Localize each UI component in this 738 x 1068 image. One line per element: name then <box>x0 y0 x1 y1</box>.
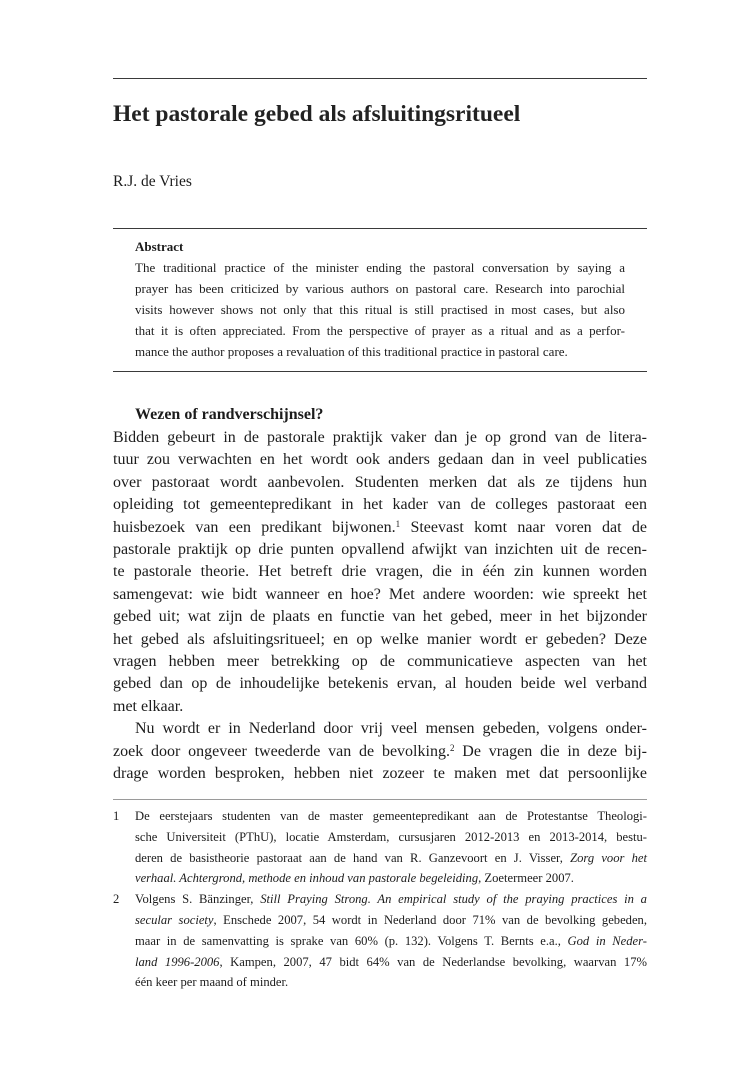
footnote <box>113 889 647 993</box>
body-line <box>113 741 647 763</box>
abstract-line: visits however shows not only that this ritual is still practised in most cases, but also <box>135 302 625 317</box>
article-title: Het pastorale gebed als afsluitingsritueel <box>113 101 521 127</box>
abstract-block <box>135 236 625 362</box>
abstract-top-rule <box>113 228 647 229</box>
body-line-text: zoek door ongeveer tweederde van de bevolking. <box>113 742 450 760</box>
body-line: te pastorale theorie. Het betreft drie vragen, die in één zin kunnen worden <box>113 563 647 581</box>
body-line: gebed uit; wat zijn de plaats en functie van het gebed, meer in het bijzonder <box>113 608 647 626</box>
footnote-text: deren de basistheorie pastoraat aan de hand van R. Ganzevoort en J. Visser, <box>135 850 571 865</box>
footnote-ref[interactable]: 1 <box>395 518 401 529</box>
footnote-number: 2 <box>113 892 120 907</box>
top-rule <box>113 78 647 79</box>
body-line: samengevat: wie bidt wanneer en hoe? Met andere woorden: wie spreekt het <box>113 585 647 603</box>
abstract-line: prayer has been criticized by various authors on pastoral care. Research into parochial <box>135 281 625 296</box>
body-line: Nu wordt er in Nederland door vrij veel mensen gebeden, volgens onder- <box>135 720 647 738</box>
footnote-line <box>135 952 647 973</box>
footnote-line <box>135 848 647 869</box>
footnote-line <box>135 910 647 931</box>
body-line: gebed dan op de inhoudelijke betekenis ervan, al houden beide wel verband <box>113 675 647 693</box>
footnote-italic: secular society <box>135 912 214 927</box>
footnote-line: één keer per maand of minder. <box>135 975 289 990</box>
footnote-italic: Still Praying Strong. An empirical study of the praying practices in a <box>260 892 647 907</box>
footnote-italic: verhaal. Achtergrond, methode en inhoud van pastorale begeleiding <box>135 871 479 886</box>
body-line: tuur zou verwachten en het wordt ook anders gedaan dan in veel publicaties <box>113 451 647 469</box>
body-line: Bidden gebeurt in de pastorale praktijk vaker dan je op grond van de litera- <box>113 429 647 446</box>
footnote-text: , Kampen, 2007, 47 bidt 64% van de Nederlandse bevolking, waarvan 17% <box>219 954 647 969</box>
footnote-text: , Enschede 2007, 54 wordt in Nederland door 71% van de bevolking gebeden, <box>213 912 648 927</box>
footnote-rule <box>113 799 647 800</box>
body-line-text: Steevast komt naar voren dat de <box>400 518 647 536</box>
body-line: opleiding tot gemeentepredikant in het kader van de colleges pastoraat een <box>113 496 647 514</box>
abstract-line: that it is often appreciated. From the perspective of prayer as a ritual and as a perfor- <box>135 323 625 338</box>
body-line <box>113 517 647 539</box>
body-line-text: De vragen die in deze bij- <box>454 742 648 760</box>
footnote-italic: land 1996-2006 <box>135 954 220 969</box>
footnote-italic: Zorg voor het <box>570 850 647 865</box>
abstract-line: The traditional practice of the minister ending the pastoral conversation by saying a <box>135 260 625 275</box>
footnote-italic: God in Neder- <box>567 933 647 948</box>
footnote <box>113 806 647 889</box>
footnote-ref[interactable]: 2 <box>449 742 455 753</box>
author-name: R.J. de Vries <box>113 173 192 190</box>
footnote-line <box>135 889 647 910</box>
body-line: pastorale praktijk op drie punten opvallend afwijkt van inzichten uit de recen- <box>113 541 647 559</box>
body-line: drage worden besproken, hebben niet zozeer te maken met dat persoonlijke <box>113 765 647 783</box>
footnote-text: Volgens S. Bänzinger, <box>135 892 261 907</box>
footnote-line: sche Universiteit (PThU), locatie Amsterdam, cursusjaren 2012-2013 en 2013-2014, bestu- <box>135 829 647 844</box>
body-line: het gebed als afsluitingsritueel; en op welke manier wordt er gebeden? Deze <box>113 630 647 648</box>
footnotes <box>113 806 647 993</box>
abstract-line: mance the author proposes a revaluation of this traditional practice in pastoral care. <box>135 344 568 359</box>
section-heading: Wezen of randverschijnsel? <box>135 406 324 423</box>
footnote-line: De eerstejaars studenten van de master gemeentepredikant aan de Protestantse Theologi- <box>135 809 647 823</box>
body-line: met elkaar. <box>113 697 184 715</box>
body-line: vragen hebben meer betrekking op de communicatieve aspecten van het <box>113 653 647 671</box>
footnote-text: maar in de samenvatting is sprake van 60% (p. 132). Volgens T. Bernts e.a., <box>135 933 568 948</box>
body-line-text: huisbezoek van een predikant bijwonen. <box>113 518 396 536</box>
body-line: over pastoraat wordt aanbevolen. Studenten merken dat als ze tijdens hun <box>113 473 647 491</box>
body-text <box>113 427 647 786</box>
footnote-line <box>135 868 647 889</box>
abstract-bottom-rule <box>113 371 647 372</box>
footnote-number: 1 <box>113 809 120 823</box>
footnote-line <box>135 931 647 952</box>
footnote-text: , Zoetermeer 2007. <box>478 871 574 886</box>
abstract-heading: Abstract <box>135 239 184 254</box>
